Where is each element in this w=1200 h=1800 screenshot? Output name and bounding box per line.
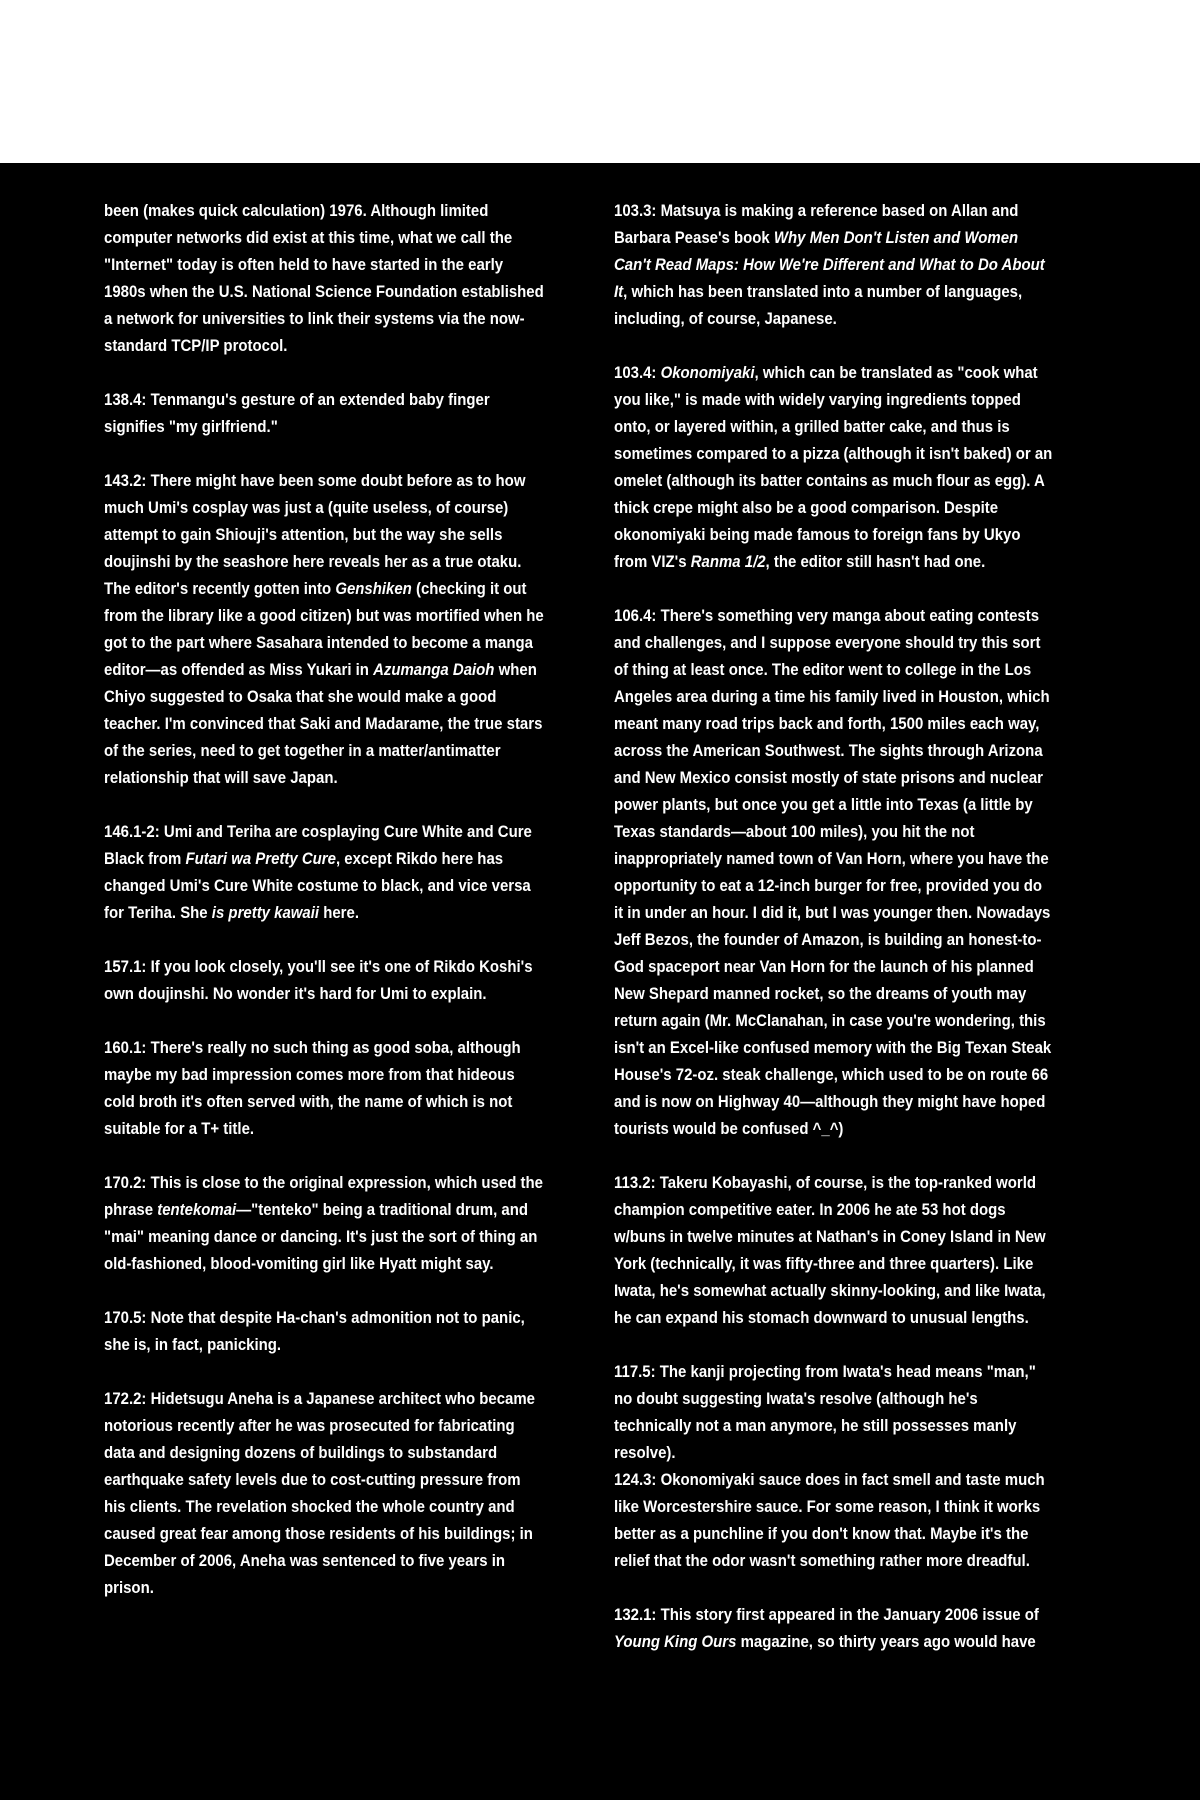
translation-note xyxy=(104,386,544,440)
italic-title: Genshiken xyxy=(335,579,412,598)
note-text: This is close to the original expression, which used the phrase xyxy=(104,1173,543,1219)
note-reference: 146.1-2: xyxy=(104,822,160,841)
note-reference: 117.5: xyxy=(614,1362,656,1381)
italic-title: tentekomai xyxy=(157,1200,237,1219)
note-text: been (makes quick calculation) 1976. Although limited computer networks did exist at this time, what we call the "Internet" today is often held to have started in the early 1980s when the U.S. National Science Foundation established a network for universities to link their systems via the now-standard TCP/IP protocol. xyxy=(104,201,544,355)
note-text: Takeru Kobayashi, of course, is the top-ranked world champion competitive eater. In 2006 he ate 53 hot dogs w/buns in twelve minutes at Nathan's in Coney Island in New York (technically, it was fifty-three and three quarters). Like Iwata, he's somewhat actually skinny-looking, and like Iwata, he can expand his stomach downward to unusual lengths. xyxy=(614,1173,1046,1327)
right-column xyxy=(614,197,1054,1682)
note-text: There's really no such thing as good soba, although maybe my bad impression comes more from that hideous cold broth it's often served with, the name of which is not suitable for a T+ title. xyxy=(104,1038,521,1138)
note-text: here. xyxy=(319,903,359,922)
note-reference: 170.5: xyxy=(104,1308,147,1327)
translation-note xyxy=(614,359,1054,575)
note-reference: 113.2: xyxy=(614,1173,656,1192)
note-text: This story first appeared in the January 2006 issue of xyxy=(656,1605,1039,1624)
note-text: If you look closely, you'll see it's one of Rikdo Koshi's own doujinshi. No wonder it's hard for Umi to explain. xyxy=(104,957,533,1003)
note-reference: 172.2: xyxy=(104,1389,147,1408)
note-text: magazine, so thirty years ago would have xyxy=(736,1632,1036,1651)
top-white-margin xyxy=(0,0,1200,163)
italic-title: Azumanga Daioh xyxy=(373,660,495,679)
translation-note xyxy=(104,197,544,359)
note-text: (checking it out from the library like a good citizen) but was mortified when he got to the part where Sasahara intended to become a manga editor—as offended as Miss Yukari in xyxy=(104,579,544,679)
left-column xyxy=(104,197,544,1628)
translation-note xyxy=(614,1466,1054,1574)
note-reference: 138.4: xyxy=(104,390,147,409)
note-reference: 170.2: xyxy=(104,1173,147,1192)
note-reference: 103.4: xyxy=(614,363,657,382)
italic-title: Ranma 1/2 xyxy=(690,552,766,571)
note-text: , except Rikdo here has changed Umi's Cure White costume to black, and vice versa for Teriha. She xyxy=(104,849,531,922)
note-text: Umi and Teriha are cosplaying Cure White and Cure Black from xyxy=(104,822,532,868)
note-reference: 124.3: xyxy=(614,1470,657,1489)
translation-note xyxy=(614,602,1054,1142)
notes-page xyxy=(0,163,1200,1800)
translation-note xyxy=(104,1169,544,1277)
note-text: —"tenteko" being a traditional drum, and "mai" meaning dance or dancing. It's just the sort of thing an old-fashioned, blood-vomiting girl like Hyatt might say. xyxy=(104,1200,538,1273)
translation-note xyxy=(104,467,544,791)
italic-title: Okonomiyaki xyxy=(660,363,755,382)
note-text: Note that despite Ha-chan's admonition not to panic, she is, in fact, panicking. xyxy=(104,1308,525,1354)
translation-note xyxy=(104,1385,544,1601)
translation-note xyxy=(104,1304,544,1358)
italic-title: Young King Ours xyxy=(614,1632,737,1651)
note-text: Matsuya is making a reference based on Allan and Barbara Pease's book xyxy=(614,201,1019,247)
translation-note xyxy=(614,197,1054,332)
note-text: when Chiyo suggested to Osaka that she would make a good teacher. I'm convinced that Saki and Madarame, the true stars of the series, need to get together in a matter/antimatter relationship that will save Japan. xyxy=(104,660,543,787)
italic-title: Futari wa Pretty Cure xyxy=(185,849,336,868)
note-text: , the editor still hasn't had one. xyxy=(765,552,986,571)
translation-note xyxy=(614,1169,1054,1331)
note-text: Hidetsugu Aneha is a Japanese architect who became notorious recently after he was prosecuted for fabricating data and designing dozens of buildings to substandard earthquake safety levels due to cost-cutting pressure from his clients. The revelation shocked the whole country and caused great fear among those residents of his buildings; in December of 2006, Aneha was sentenced to five years in prison. xyxy=(104,1389,535,1597)
translation-note xyxy=(104,1034,544,1142)
italic-title: is pretty kawaii xyxy=(211,903,320,922)
note-text: , which has been translated into a number of languages, including, of course, Japanese. xyxy=(614,282,1023,328)
note-text: Tenmangu's gesture of an extended baby finger signifies "my girlfriend." xyxy=(104,390,490,436)
translation-note xyxy=(614,1601,1054,1655)
note-reference: 160.1: xyxy=(104,1038,147,1057)
translation-note xyxy=(614,1358,1054,1466)
note-text: There's something very manga about eating contests and challenges, and I suppose everyone should try this sort of thing at least once. The editor went to college in the Los Angeles area during a time his family lived in Houston, which meant many road trips back and forth, 1500 miles each way, across the American Southwest. The sights through Arizona and New Mexico consist mostly of state prisons and nuclear power plants, but once you get a little into Texas (a little by Texas standards—about 100 miles), you hit the not inappropriately named town of Van Horn, where you have the opportunity to eat a 12-inch burger for free, provided you do it in under an hour. I did it, but I was younger then. Nowadays Jeff Bezos, the founder of Amazon, is building an honest-to-God spaceport near Van Horn for the launch of his planned New Shepard manned rocket, so the dreams of youth may return again (Mr. McClanahan, in case you're wondering, this isn't an Excel-like confused memory with the Big Texan Steak House's 72-oz. steak challenge, which used to be on route 66 and is now on Highway 40—although they might have hoped tourists would be confused ^_^) xyxy=(614,606,1052,1138)
note-text: The kanji projecting from Iwata's head means "man," no doubt suggesting Iwata's resolve (although he's technically not a man anymore, he still possesses manly resolve). xyxy=(614,1362,1036,1462)
note-reference: 143.2: xyxy=(104,471,147,490)
note-text: , which can be translated as "cook what you like," is made with widely varying ingredients topped onto, or layered within, a grilled batter cake, and thus is sometimes compared to a pizza (although it isn't baked) or an omelet (although its batter contains as much flour as egg). A thick crepe might also be a good comparison. Despite okonomiyaki being made famous to foreign fans by Ukyo from VIZ's xyxy=(614,363,1053,571)
note-reference: 157.1: xyxy=(104,957,147,976)
note-reference: 106.4: xyxy=(614,606,657,625)
translation-note xyxy=(104,818,544,926)
italic-title: Why Men Don't Listen and Women Can't Read Maps: How We're Different and What to Do About It xyxy=(614,228,1045,301)
note-text: There might have been some doubt before as to how much Umi's cosplay was just a (quite useless, of course) attempt to gain Shiouji's attention, but the way she sells doujinshi by the seashore here reveals her as a true otaku. The editor's recently gotten into xyxy=(104,471,526,598)
translation-note xyxy=(104,953,544,1007)
note-reference: 132.1: xyxy=(614,1605,657,1624)
note-text: Okonomiyaki sauce does in fact smell and taste much like Worcestershire sauce. For some reason, I think it works better as a punchline if you don't know that. Maybe it's the relief that the odor wasn't something rather more dreadful. xyxy=(614,1470,1045,1570)
note-reference: 103.3: xyxy=(614,201,657,220)
